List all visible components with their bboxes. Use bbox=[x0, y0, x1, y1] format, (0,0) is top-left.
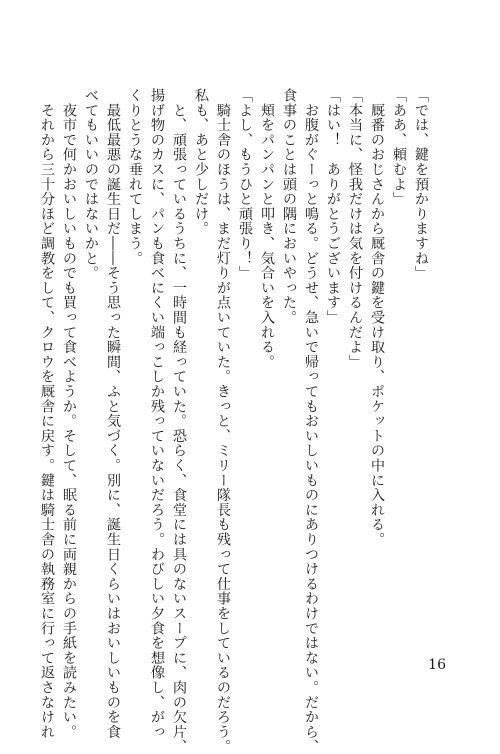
text-line: 「ああ、頼むよ」 bbox=[391, 88, 407, 207]
text-line: 揚げ物のカスに、パンも食べにくい端っこしか残っていないだろう。わびしい夕食を想像し、がっ bbox=[149, 88, 165, 740]
text-line: 最低最悪の誕生日だ――そう思った瞬間、ふと気づく。別に、誕生日くらいはおいしいものを食 bbox=[105, 88, 121, 740]
text-line: お腹がぐーっと鳴る。どうせ、急いで帰ってもおいしいものにありつけるわけではない。だから、 bbox=[303, 88, 319, 754]
text-line: と、頑張っているうちに、一時間も経っていた。恐らく、食堂には具のないスープに、肉の欠片、 bbox=[171, 88, 187, 754]
vertical-text-body bbox=[39, 88, 432, 754]
text-line: 「本当に、怪我だけは気を付けるんだよ」 bbox=[347, 88, 363, 370]
text-line: 厩番のおじさんから厩舎の鍵を受け取り、ポケットの中に入れる。 bbox=[369, 88, 385, 547]
text-line: 私も、あと少しだけ。 bbox=[193, 88, 209, 236]
text-line: 食事のことは頭の隅においやった。 bbox=[281, 88, 297, 325]
text-line: 「はい！ ありがとうございます」 bbox=[325, 88, 341, 325]
text-line: 「では、鍵を預かりますね」 bbox=[413, 88, 429, 281]
text-line: 「よし、もうひと頑張り！」 bbox=[237, 88, 253, 281]
text-line: べてもいいのではないかと。 bbox=[83, 88, 99, 281]
page-number: 16 bbox=[428, 657, 446, 673]
text-line: 頬をパンパンと叩き、気合いを入れる。 bbox=[259, 88, 275, 370]
text-line: それから三十分ほど調教をして、クロウを厩舎に戻す。鍵は騎士舎の執務室に行って返さなけれ bbox=[39, 88, 55, 740]
text-line: 夜市で何かおいしいものでも買って食べようか。そして、眠る前に両親からの手紙を読みたい。 bbox=[61, 88, 77, 740]
text-line: くりとうな垂れてしまう。 bbox=[127, 88, 143, 266]
text-line: 騎士舎のほうは、まだ灯りが点いていた。きっと、ミリー隊長も残って仕事をしているのだろう。 bbox=[215, 88, 231, 754]
